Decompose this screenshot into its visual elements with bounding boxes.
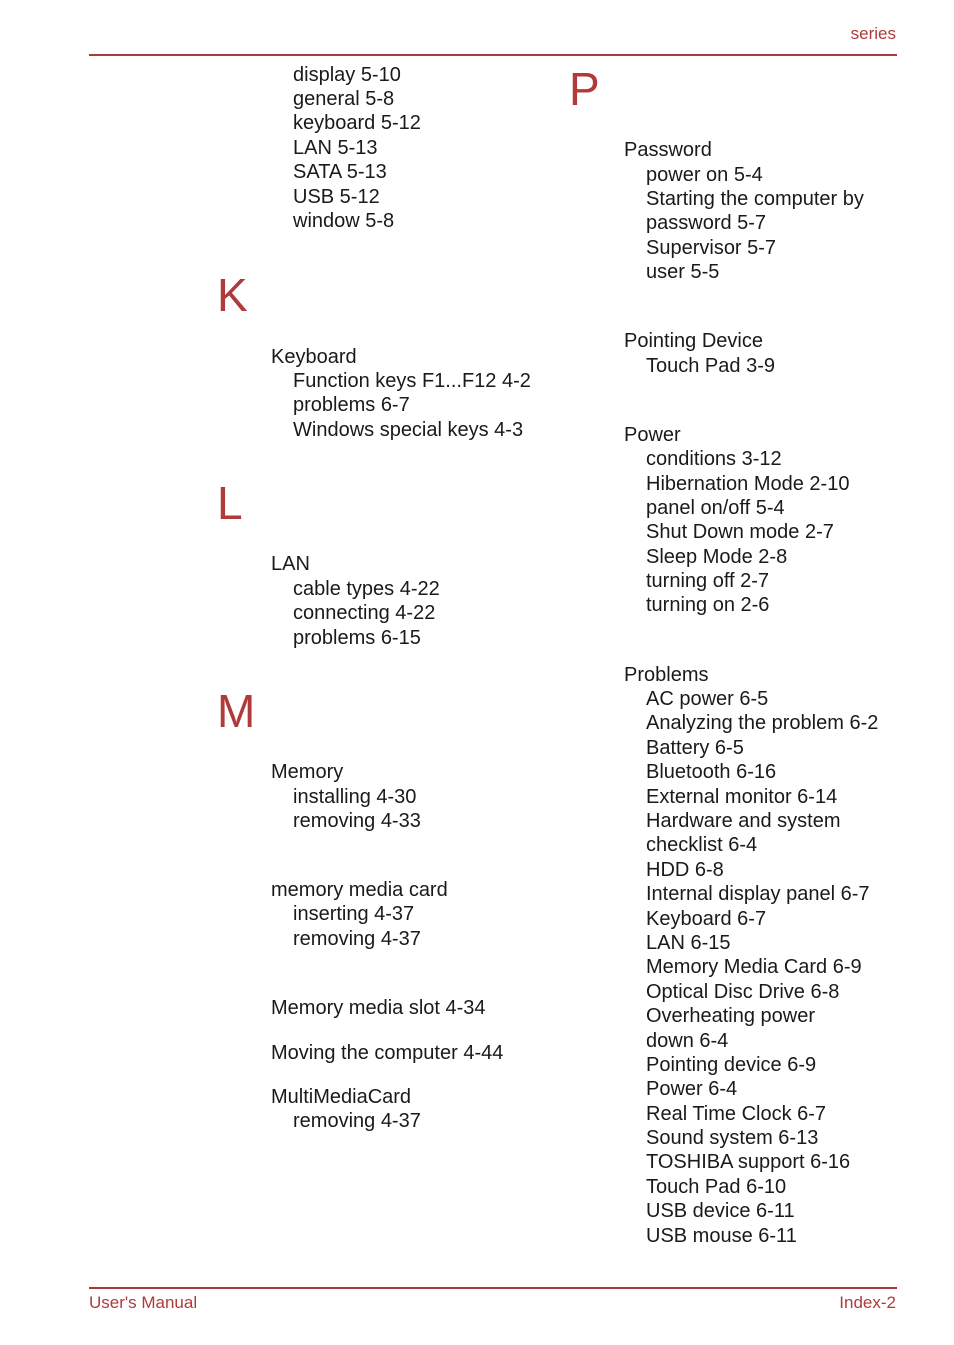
index-subentry: Sleep Mode 2-8 bbox=[646, 546, 788, 568]
index-subentry: user 5-5 bbox=[646, 261, 720, 283]
index-subentry: TOSHIBA support 6-16 bbox=[646, 1151, 851, 1173]
footer-rule bbox=[89, 1287, 897, 1289]
index-entry-pointing-device: Pointing Device bbox=[624, 330, 763, 352]
index-subentry: External monitor 6-14 bbox=[646, 786, 838, 808]
index-subentry: Memory Media Card 6-9 bbox=[646, 956, 862, 978]
index-subentry: panel on/off 5-4 bbox=[646, 497, 785, 519]
index-subentry: Touch Pad 6-10 bbox=[646, 1176, 787, 1198]
index-subentry: USB mouse 6-11 bbox=[646, 1225, 797, 1247]
index-subentry: turning off 2-7 bbox=[646, 570, 770, 592]
footer-page-number: Index-2 bbox=[839, 1293, 896, 1312]
index-entry-moving: Moving the computer 4-44 bbox=[271, 1042, 504, 1064]
index-subentry: Battery 6-5 bbox=[646, 737, 744, 759]
index-subentry: LAN 5-13 bbox=[293, 137, 378, 159]
section-letter-p: P bbox=[569, 63, 600, 115]
index-subentry: SATA 5-13 bbox=[293, 161, 387, 183]
index-subentry: window 5-8 bbox=[293, 210, 395, 232]
index-entry-memory-media-slot: Memory media slot 4-34 bbox=[271, 997, 486, 1019]
index-subentry: Pointing device 6-9 bbox=[646, 1054, 817, 1076]
index-subentry: cable types 4-22 bbox=[293, 578, 440, 600]
index-subentry: Hardware and system bbox=[646, 810, 841, 832]
index-subentry: Analyzing the problem 6-2 bbox=[646, 712, 879, 734]
index-subentry: down 6-4 bbox=[646, 1030, 729, 1052]
index-subentry: Internal display panel 6-7 bbox=[646, 883, 870, 905]
index-subentry: connecting 4-22 bbox=[293, 602, 436, 624]
index-entry-memory: Memory bbox=[271, 761, 344, 783]
index-subentry: inserting 4-37 bbox=[293, 903, 415, 925]
index-subentry: USB 5-12 bbox=[293, 186, 380, 208]
index-subentry: power on 5-4 bbox=[646, 164, 763, 186]
index-subentry: HDD 6-8 bbox=[646, 859, 724, 881]
index-entry-problems: Problems bbox=[624, 664, 709, 686]
footer-manual-title: User's Manual bbox=[89, 1293, 198, 1312]
index-subentry: conditions 3-12 bbox=[646, 448, 782, 470]
index-entry-memory-media-card: memory media card bbox=[271, 879, 448, 901]
index-subentry: AC power 6-5 bbox=[646, 688, 769, 710]
index-subentry: Shut Down mode 2-7 bbox=[646, 521, 834, 543]
index-subentry: Real Time Clock 6-7 bbox=[646, 1103, 827, 1125]
index-subentry: problems 6-15 bbox=[293, 627, 421, 649]
index-subentry: Overheating power bbox=[646, 1005, 815, 1027]
index-subentry: Keyboard 6-7 bbox=[646, 908, 767, 930]
index-entry-keyboard: Keyboard bbox=[271, 346, 357, 368]
index-subentry: display 5-10 bbox=[293, 64, 401, 86]
index-subentry: removing 4-37 bbox=[293, 1110, 421, 1132]
index-subentry: Touch Pad 3-9 bbox=[646, 355, 775, 377]
index-subentry: Hibernation Mode 2-10 bbox=[646, 473, 850, 495]
index-entry-password: Password bbox=[624, 139, 712, 161]
section-letter-k: K bbox=[217, 269, 248, 321]
index-subentry: Power 6-4 bbox=[646, 1078, 738, 1100]
index-entry-power: Power bbox=[624, 424, 681, 446]
index-subentry: Supervisor 5-7 bbox=[646, 237, 777, 259]
index-subentry: LAN 6-15 bbox=[646, 932, 731, 954]
index-subentry: Bluetooth 6-16 bbox=[646, 761, 777, 783]
index-subentry: turning on 2-6 bbox=[646, 594, 770, 616]
index-subentry: removing 4-33 bbox=[293, 810, 421, 832]
header-title: series bbox=[850, 24, 896, 43]
section-letter-l: L bbox=[217, 477, 243, 529]
section-letter-m: M bbox=[217, 685, 256, 737]
index-subentry: checklist 6-4 bbox=[646, 834, 758, 856]
header-rule bbox=[89, 54, 897, 56]
index-subentry: keyboard 5-12 bbox=[293, 112, 421, 134]
index-entry-lan: LAN bbox=[271, 553, 310, 575]
index-subentry: removing 4-37 bbox=[293, 928, 421, 950]
index-subentry: password 5-7 bbox=[646, 212, 767, 234]
index-subentry: Optical Disc Drive 6-8 bbox=[646, 981, 840, 1003]
index-subentry: installing 4-30 bbox=[293, 786, 417, 808]
index-subentry: Sound system 6-13 bbox=[646, 1127, 819, 1149]
index-entry-multimediacard: MultiMediaCard bbox=[271, 1086, 412, 1108]
index-subentry: USB device 6-11 bbox=[646, 1200, 795, 1222]
index-subentry: problems 6-7 bbox=[293, 394, 410, 416]
index-subentry: Function keys F1...F12 4-2 bbox=[293, 370, 531, 392]
index-subentry: general 5-8 bbox=[293, 88, 395, 110]
index-subentry: Starting the computer by bbox=[646, 188, 864, 210]
index-subentry: Windows special keys 4-3 bbox=[293, 419, 524, 441]
